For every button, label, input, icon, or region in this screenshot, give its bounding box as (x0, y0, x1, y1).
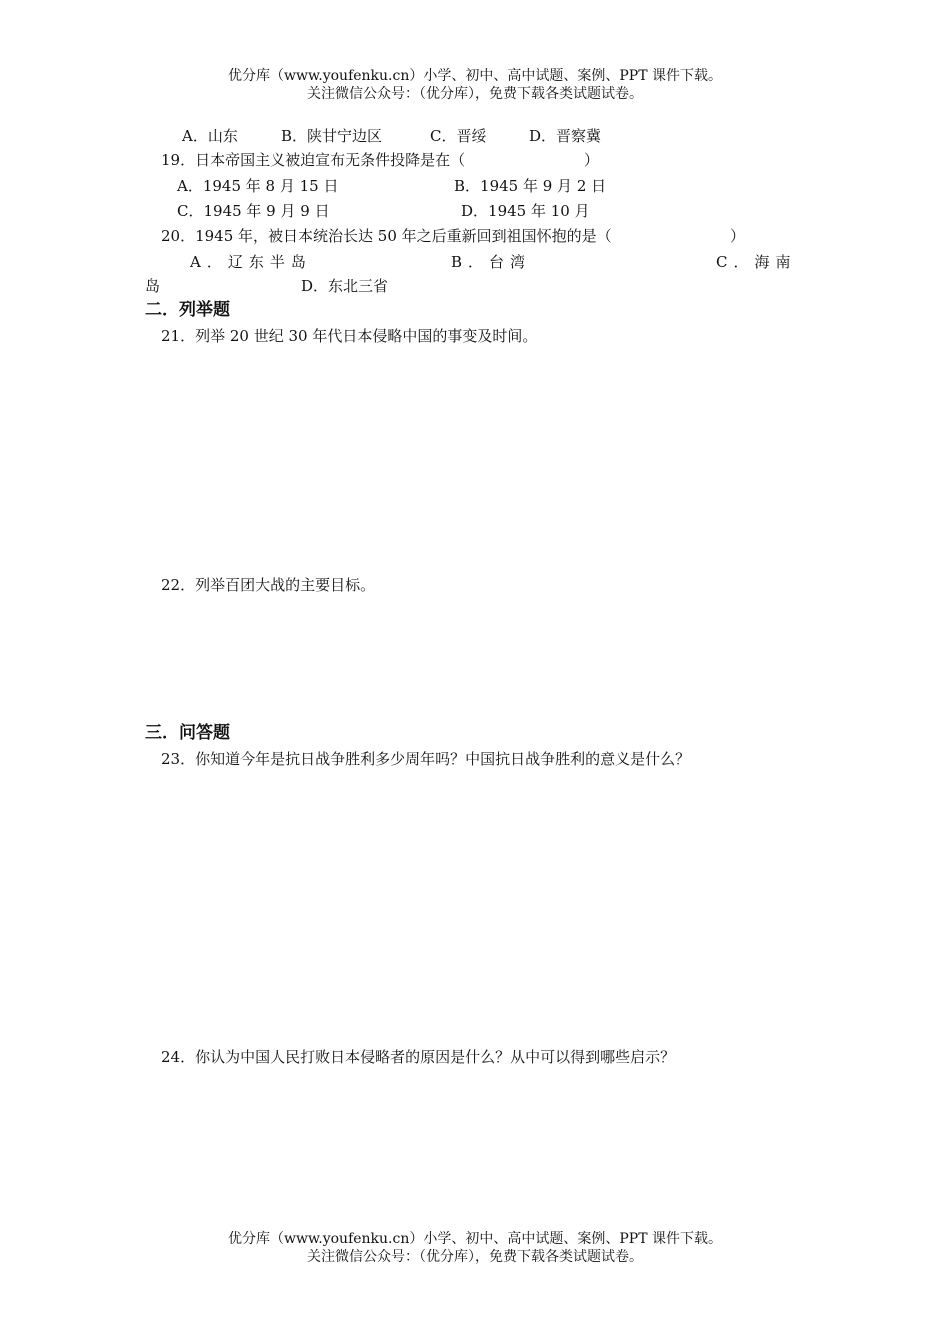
q18-option-a: A．山东 (182, 127, 238, 145)
q19-stem: 19．日本帝国主义被迫宣布无条件投降是在（ (161, 151, 466, 169)
q19-option-d: D．1945 年 10 月 (461, 202, 590, 220)
q18-option-d: D．晋察冀 (529, 127, 602, 145)
q18-option-c: C．晋绥 (430, 127, 487, 145)
q20-close-paren: ） (730, 227, 746, 245)
q20-option-c-wrap: 岛 (145, 277, 161, 295)
footer-line-2: 关注微信公众号：（优分库），免费下载各类试题试卷。 (307, 1249, 643, 1265)
q23-text: 23．你知道今年是抗日战争胜利多少周年吗？中国抗日战争胜利的意义是什么？ (161, 750, 691, 768)
q20-option-a: A．辽东半岛 (190, 253, 312, 271)
q22-text: 22．列举百团大战的主要目标。 (161, 576, 376, 594)
header-line-2: 关注微信公众号：（优分库），免费下载各类试题试卷。 (307, 86, 643, 102)
q20-option-d: D．东北三省 (301, 277, 389, 295)
q19-option-c: C．1945 年 9 月 9 日 (177, 202, 330, 220)
q19-option-b: B．1945 年 9 月 2 日 (454, 177, 607, 195)
q20-stem: 20．1945 年，被日本统治长达 50 年之后重新回到祖国怀抱的是（ (161, 227, 612, 245)
q18-option-b: B．陕甘宁边区 (281, 127, 383, 145)
q19-close-paren: ） (584, 151, 600, 169)
q19-option-a: A．1945 年 8 月 15 日 (177, 177, 339, 195)
footer-line-1: 优分库（www.youfenku.cn）小学、初中、高中试题、案例、PPT 课件下载。 (227, 1231, 722, 1247)
header-line-1: 优分库（www.youfenku.cn）小学、初中、高中试题、案例、PPT 课件下载。 (227, 68, 722, 84)
q21-text: 21．列举 20 世纪 30 年代日本侵略中国的事变及时间。 (161, 327, 538, 345)
section-2-title: 二．列举题 (145, 300, 230, 320)
q20-option-b: B．台湾 (451, 253, 532, 271)
q24-text: 24．你认为中国人民打败日本侵略者的原因是什么？从中可以得到哪些启示？ (161, 1048, 676, 1066)
q20-option-c: C．海南 (716, 253, 797, 271)
section-3-title: 三．问答题 (145, 723, 230, 743)
